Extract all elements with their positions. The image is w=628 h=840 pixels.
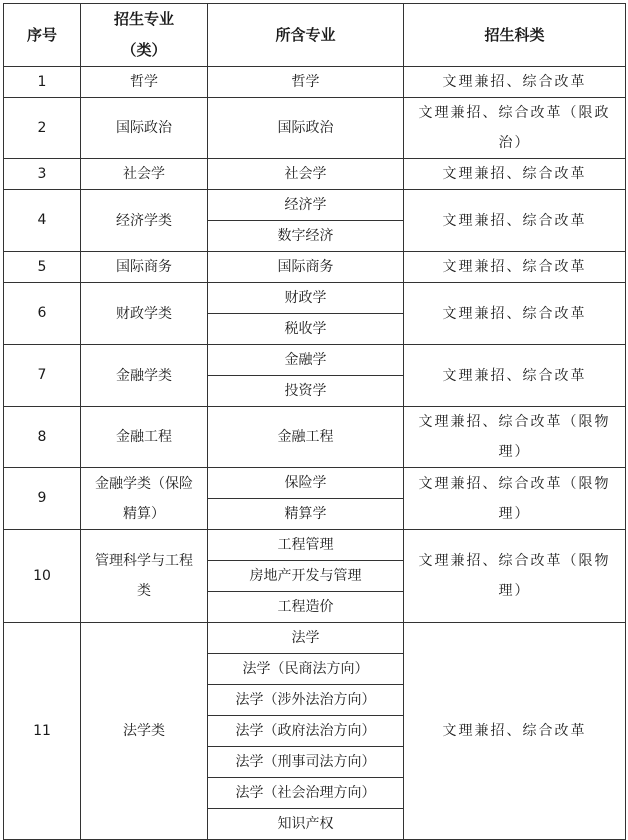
cell-major: 法学（政府法治方向）	[208, 716, 404, 747]
table-row	[4, 98, 626, 159]
cell-major: 法学（社会治理方向）	[208, 778, 404, 809]
cell-subjects: 文理兼招、综合改革	[404, 190, 626, 252]
header-seq: 序号	[4, 4, 81, 67]
table-row	[4, 623, 626, 654]
cell-major: 社会学	[208, 159, 404, 190]
header-category	[81, 4, 208, 67]
cell-subjects: 文理兼招、综合改革	[404, 283, 626, 345]
cell-major: 国际政治	[208, 98, 404, 159]
cell-category: 金融工程	[81, 407, 208, 468]
cell-major: 金融工程	[208, 407, 404, 468]
cell-major: 税收学	[208, 314, 404, 345]
cell-major: 工程管理	[208, 530, 404, 561]
cell-subjects: 文理兼招、综合改革（限政治）	[404, 98, 626, 159]
cell-seq: 2	[4, 98, 81, 159]
cell-subjects: 文理兼招、综合改革	[404, 159, 626, 190]
header-subjects: 招生科类	[404, 4, 626, 67]
cell-major: 法学（涉外法治方向）	[208, 685, 404, 716]
cell-subjects: 文理兼招、综合改革	[404, 67, 626, 98]
cell-subjects: 文理兼招、综合改革（限物理）	[404, 468, 626, 530]
cell-category: 国际政治	[81, 98, 208, 159]
cell-major: 哲学	[208, 67, 404, 98]
table-row	[4, 530, 626, 561]
cell-seq: 11	[4, 623, 81, 840]
cell-category: 财政学类	[81, 283, 208, 345]
table-row	[4, 67, 626, 98]
cell-major: 投资学	[208, 376, 404, 407]
cell-category: 管理科学与工程类	[81, 530, 208, 623]
table-row	[4, 252, 626, 283]
cell-seq: 6	[4, 283, 81, 345]
cell-category: 哲学	[81, 67, 208, 98]
table-row	[4, 468, 626, 499]
header-category-line2: （类）	[121, 41, 167, 59]
cell-major: 精算学	[208, 499, 404, 530]
cell-category: 法学类	[81, 623, 208, 840]
cell-seq: 1	[4, 67, 81, 98]
cell-subjects: 文理兼招、综合改革（限物理）	[404, 530, 626, 623]
table-row	[4, 407, 626, 468]
cell-major: 数字经济	[208, 221, 404, 252]
table-row	[4, 283, 626, 314]
cell-category: 国际商务	[81, 252, 208, 283]
cell-major: 法学	[208, 623, 404, 654]
cell-major: 经济学	[208, 190, 404, 221]
header-majors: 所含专业	[208, 4, 404, 67]
table-row	[4, 159, 626, 190]
cell-seq: 4	[4, 190, 81, 252]
cell-category: 社会学	[81, 159, 208, 190]
table-body	[4, 67, 626, 840]
table-row	[4, 345, 626, 376]
cell-major: 知识产权	[208, 809, 404, 840]
cell-major: 法学（刑事司法方向）	[208, 747, 404, 778]
table-row	[4, 190, 626, 221]
cell-major: 国际商务	[208, 252, 404, 283]
admissions-majors-table	[3, 3, 626, 840]
table-header-row	[4, 4, 626, 67]
cell-subjects: 文理兼招、综合改革	[404, 252, 626, 283]
cell-subjects: 文理兼招、综合改革	[404, 345, 626, 407]
cell-major: 保险学	[208, 468, 404, 499]
cell-seq: 3	[4, 159, 81, 190]
cell-category: 经济学类	[81, 190, 208, 252]
header-category-line1: 招生专业	[113, 10, 174, 28]
cell-seq: 9	[4, 468, 81, 530]
cell-category: 金融学类	[81, 345, 208, 407]
cell-seq: 10	[4, 530, 81, 623]
cell-subjects: 文理兼招、综合改革（限物理）	[404, 407, 626, 468]
cell-major: 金融学	[208, 345, 404, 376]
cell-seq: 8	[4, 407, 81, 468]
cell-seq: 5	[4, 252, 81, 283]
cell-category: 金融学类（保险精算）	[81, 468, 208, 530]
cell-major: 法学（民商法方向）	[208, 654, 404, 685]
cell-subjects: 文理兼招、综合改革	[404, 623, 626, 840]
cell-seq: 7	[4, 345, 81, 407]
cell-major: 工程造价	[208, 592, 404, 623]
cell-major: 房地产开发与管理	[208, 561, 404, 592]
cell-major: 财政学	[208, 283, 404, 314]
